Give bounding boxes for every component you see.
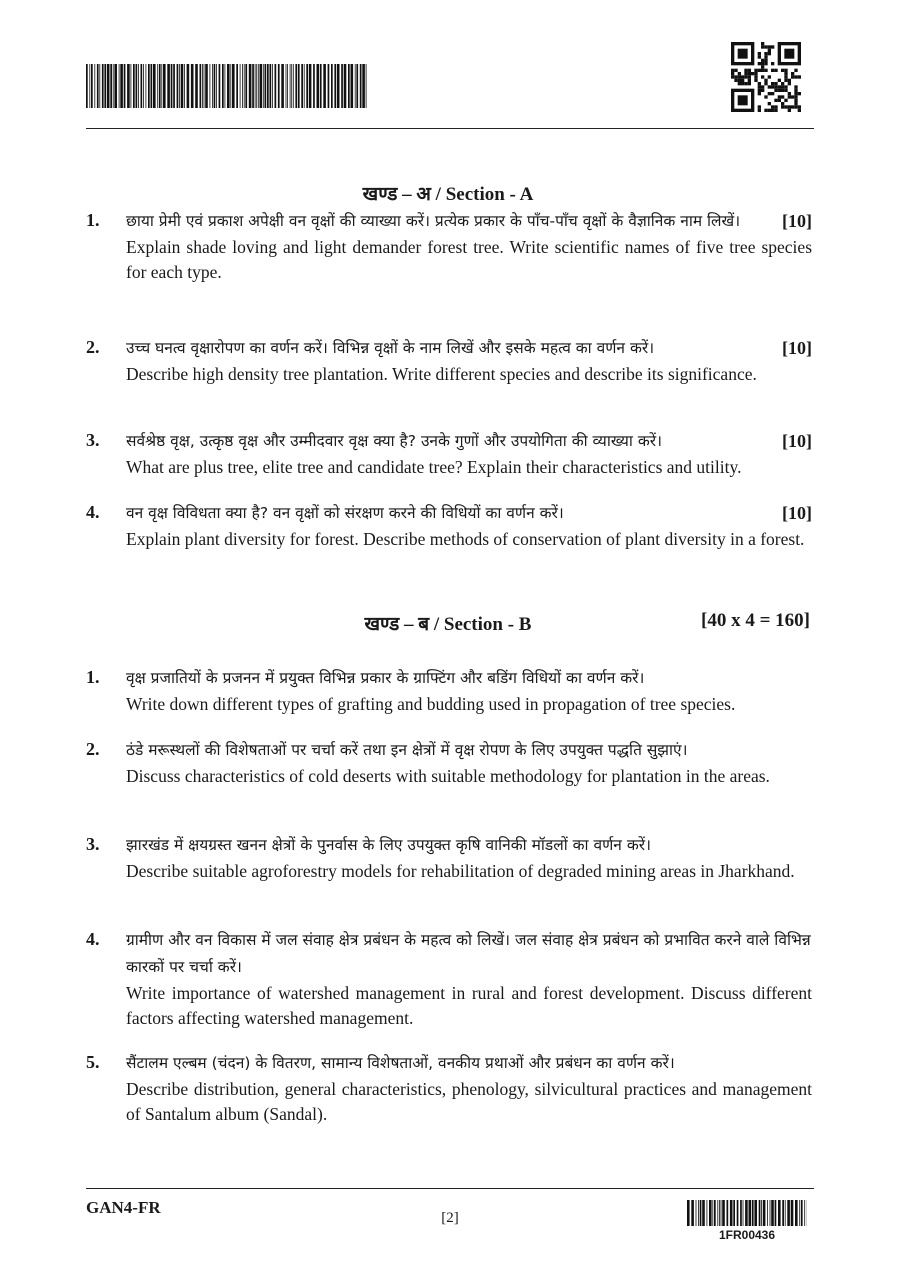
- question-english: Write importance of watershed management in rural and forest development. Discuss different factors affecting watershed management.: [126, 983, 812, 1028]
- question-number: 3.: [86, 430, 100, 450]
- question-marks: [10]: [782, 211, 812, 231]
- question-number: 1.: [86, 667, 100, 687]
- question-b-5: [86, 1050, 812, 1127]
- question-number: 5.: [86, 1052, 100, 1072]
- section-b-title: खण्ड – ब / Section - B: [364, 614, 532, 635]
- question-marks: [10]: [782, 431, 812, 451]
- question-a-3: [86, 428, 812, 480]
- section-b-marks: [40 x 4 = 160]: [701, 610, 810, 631]
- question-english: What are plus tree, elite tree and candidate tree? Explain their characteristics and utility.: [126, 457, 742, 477]
- question-a-1: [86, 208, 812, 285]
- question-number: 2.: [86, 739, 100, 759]
- question-a-2: [86, 335, 812, 387]
- question-hindi: सैंटालम एल्बम (चंदन) के वितरण, सामान्य विशेषताओं, वनकीय प्रथाओं और प्रबंधन का वर्णन करें।: [126, 1054, 675, 1072]
- question-english: Describe distribution, general characteristics, phenology, silvicultural practices and management of Santalum album (Sandal).: [126, 1079, 812, 1124]
- question-b-3: [86, 832, 812, 884]
- question-english: Describe high density tree plantation. Write different species and describe its significance.: [126, 364, 757, 384]
- question-english: Describe suitable agroforestry models for rehabilitation of degraded mining areas in Jharkhand.: [126, 861, 795, 881]
- question-marks: [10]: [782, 338, 812, 358]
- question-hindi: ठंडे मरूस्थलों की विशेषताओं पर चर्चा करें तथा इन क्षेत्रों में वृक्ष रोपण के लिए उपयुक्त पद्धति सुझाएं।: [126, 741, 688, 759]
- question-hindi: ग्रामीण और वन विकास में जल संवाह क्षेत्र प्रबंधन के महत्व को लिखें। जल संवाह क्षेत्र प्रबंधन को प्रभावित करने वाले विभिन्न कारकों पर चर्चा करें।: [126, 931, 811, 976]
- question-a-4: [86, 500, 812, 552]
- barcode-top: [86, 64, 368, 108]
- question-number: 1.: [86, 210, 100, 230]
- question-hindi: सर्वश्रेष्ठ वृक्ष, उत्कृष्ठ वृक्ष और उम्मीदवार वृक्ष क्या है? उनके गुणों और उपयोगिता की व्याख्या करें। [10]: [126, 428, 812, 455]
- question-marks: [10]: [782, 503, 812, 523]
- barcode-bottom: [687, 1200, 807, 1226]
- question-hindi: छाया प्रेमी एवं प्रकाश अपेक्षी वन वृक्षों की व्याख्या करें। प्रत्येक प्रकार के पाँच-पाँच वृक्षों के वैज्ञानिक नाम लिखें। [10]: [126, 208, 812, 235]
- question-b-1: [86, 665, 812, 717]
- question-hindi: वृक्ष प्रजातियों के प्रजनन में प्रयुक्त विभिन्न प्रकार के ग्राफ्टिंग और बडिंग विधियों का वर्णन करें।: [126, 669, 645, 687]
- question-english: Explain plant diversity for forest. Describe methods of conservation of plant diversity in a forest.: [126, 529, 805, 549]
- question-hindi: उच्च घनत्व वृक्षारोपण का वर्णन करें। विभिन्न वृक्षों के नाम लिखें और इसके महत्व का वर्णन करें। [10]: [126, 335, 812, 362]
- question-number: 4.: [86, 502, 100, 522]
- question-english: Discuss characteristics of cold deserts with suitable methodology for plantation in the areas.: [126, 766, 770, 786]
- page-number: [2]: [441, 1210, 459, 1226]
- question-hindi: वन वृक्ष विविधता क्या है? वन वृक्षों को संरक्षण करने की विधियों का वर्णन करें। [10]: [126, 500, 812, 527]
- question-number: 3.: [86, 834, 100, 854]
- qr-code: [731, 42, 801, 112]
- question-b-2: [86, 737, 812, 789]
- question-b-4: [86, 927, 812, 1031]
- paper-code: GAN4-FR: [86, 1198, 161, 1217]
- footer-rule: [86, 1188, 814, 1189]
- question-number: 4.: [86, 929, 100, 949]
- barcode-number: 1FR00436: [718, 1228, 776, 1242]
- header-rule: [86, 128, 814, 129]
- question-hindi: झारखंड में क्षयग्रस्त खनन क्षेत्रों के पुनर्वास के लिए उपयुक्त कृषि वानिकी मॉडलों का वर्णन करें।: [126, 836, 651, 854]
- question-english: Write down different types of grafting and budding used in propagation of tree species.: [126, 694, 736, 714]
- question-number: 2.: [86, 337, 100, 357]
- question-english: Explain shade loving and light demander forest tree. Write scientific names of five tree species for each type.: [126, 237, 812, 282]
- section-a-title: खण्ड – अ / Section - A: [362, 184, 534, 205]
